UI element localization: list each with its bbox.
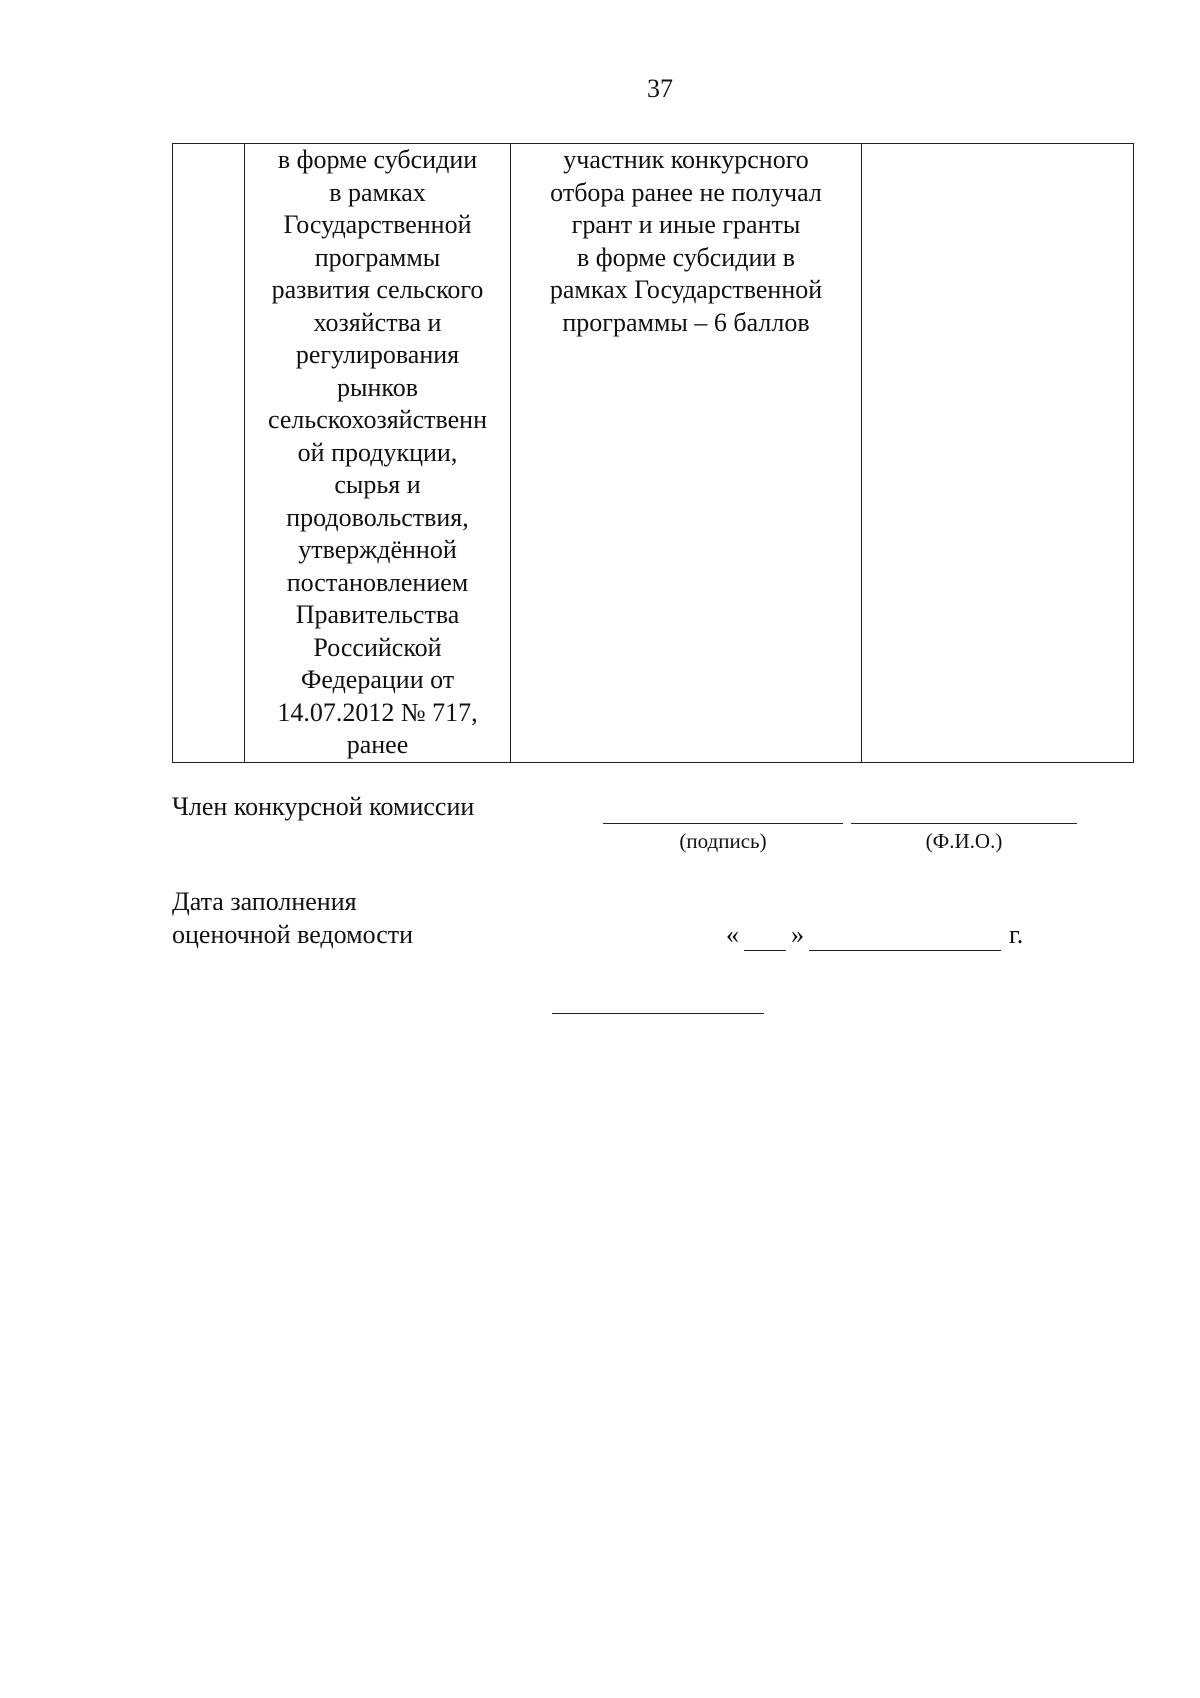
criterion-line: программы [314,242,441,272]
criterion-line: продовольствия, [286,502,469,532]
criterion-line: сельскохозяйственн [268,405,487,434]
criterion-line: рынков [337,372,418,402]
score-cell [862,144,1134,763]
signature-caption: (подпись) [679,829,767,853]
date-month-line [809,950,1001,951]
criterion-line: постановлением [286,567,469,597]
criterion-line: Правительства [295,600,460,629]
scoring-cell [511,144,862,763]
criterion-line: хозяйства и [313,307,442,337]
criterion-line: утверждённой [298,535,457,564]
criteria-table [172,143,1134,763]
criterion-line: в рамках [329,177,426,207]
date-close-quote: » [791,920,804,949]
date-open-quote: « [726,920,739,949]
signature-line [603,823,843,824]
table-row [173,144,1134,763]
fill-date-label-line: Дата заполнения [172,887,357,916]
scoring-line: в форме субсидии в [576,242,796,272]
criterion-line: Российской [313,632,442,662]
criterion-cell [245,144,511,763]
page-number: 37 [647,74,673,103]
criterion-line: регулирования [295,340,460,369]
criterion-line: 14.07.2012 № 717, [277,697,478,727]
criterion-line: ой продукции, [297,437,458,467]
fill-date-label [172,885,413,951]
scoring-line: отбора ранее не получал [550,177,822,207]
criterion-line: Федерации от [300,665,455,694]
criterion-line: развития сельского [271,275,484,304]
fill-date-label-line: оценочной ведомости [172,920,414,949]
date-day-line [744,950,786,951]
scoring-line: программы – 6 баллов [562,307,810,337]
scoring-line: участник конкурсного [563,145,809,174]
scoring-line: рамках Государственной [549,275,823,304]
criterion-line: ранее [346,730,409,759]
criterion-line: сырья и [334,470,421,499]
criterion-line: Государственной [283,210,472,239]
commission-member-label: Член конкурсной комиссии [172,792,475,821]
scoring-line: грант и иные гранты [571,210,801,239]
full-name-line [851,823,1077,824]
criterion-line: в форме субсидии [277,145,478,174]
full-name-caption: (Ф.И.О.) [925,829,1003,853]
row-number-cell [173,144,245,763]
end-of-document-rule [552,1013,764,1014]
date-year-suffix: г. [1009,920,1024,949]
